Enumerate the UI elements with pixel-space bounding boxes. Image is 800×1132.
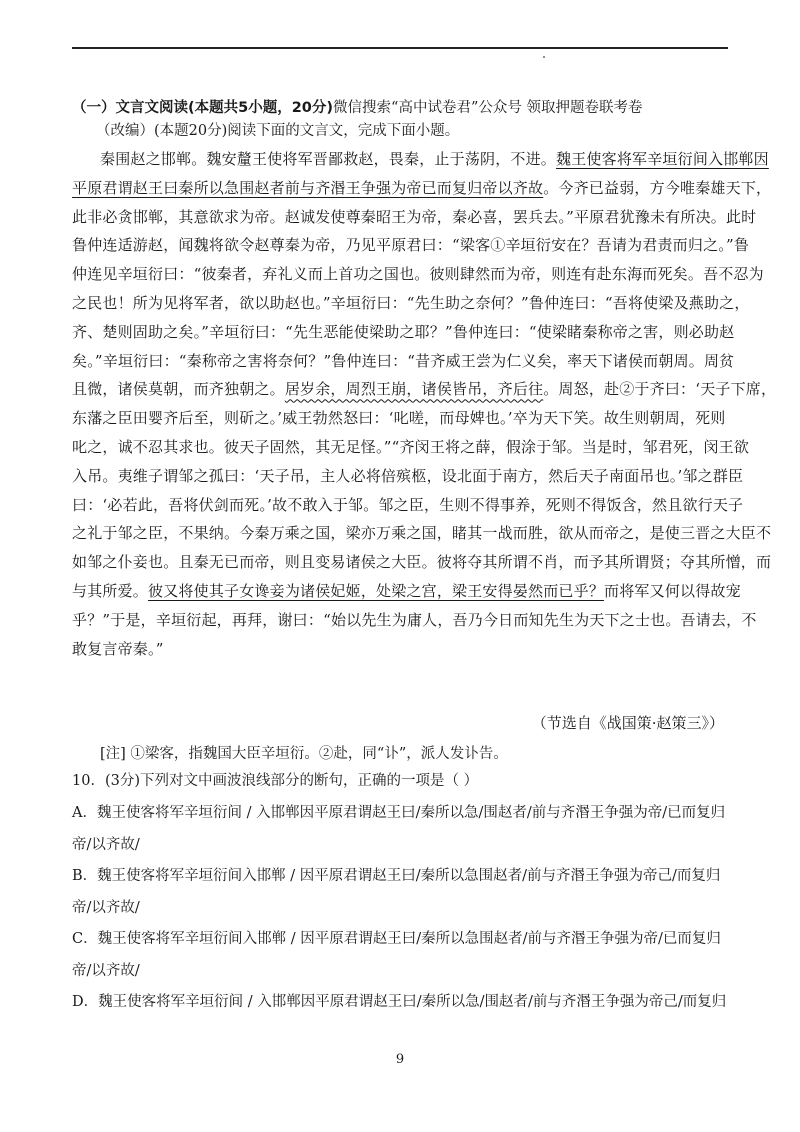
passage-line bbox=[72, 375, 777, 404]
passage-line bbox=[72, 260, 764, 289]
passage-text-segment: 乎？”于是，辛垣衍起，再拜，谢曰：“始以先生为庸人，吾乃今日而知先生为天下之士也。吾请去，不 bbox=[72, 610, 757, 629]
passage-line bbox=[72, 203, 757, 232]
passage-line bbox=[72, 404, 732, 433]
passage-text-segment: 。周怒，赴②于齐曰：‘天子下席， bbox=[543, 380, 777, 399]
passage-text-segment: 如邹之仆妾也。且秦无已而帝，则且变易诸侯之大臣。彼将夺其所谓不肖，而予其所谓贤；夺其所憎，而 bbox=[72, 553, 772, 572]
passage-line bbox=[72, 231, 750, 260]
underlined-text: 魏王使客将军辛垣衍间入邯郸因 bbox=[556, 150, 769, 168]
option-line: 帝/以齐故/ bbox=[72, 962, 140, 979]
passage-text-segment: 仲连见辛垣衍曰：“彼秦者，弃礼义而上首功之国也。彼则肆然而为帝，则连有赴东海而死矣。吾不忍为 bbox=[72, 265, 764, 284]
header-rule bbox=[72, 47, 728, 49]
option-line: C．魏王使客将军辛垣衍间入邯郸 / 因平原君谓赵王曰/秦所以急围赵者/前与齐湣王争强为帝/已而复归 bbox=[72, 931, 721, 947]
passage-line bbox=[72, 347, 735, 376]
passage-text-segment: 敢复言帝秦。” bbox=[72, 639, 164, 658]
passage-text-segment: 而将军又何以得故宠 bbox=[604, 581, 741, 600]
passage-text-segment: 与其所爱。 bbox=[72, 581, 149, 600]
passage-line bbox=[72, 462, 744, 491]
passage-text-segment: 矣。”辛垣衍曰：“秦称帝之害将奈何？”鲁仲连曰：“昔齐威王尝为仁义矣，率天下诸侯而朝周。周贫 bbox=[72, 351, 735, 370]
wavy-underlined-text: 居岁余，周烈王崩，诸侯皆吊，齐后往 bbox=[284, 380, 544, 399]
passage-line bbox=[72, 174, 772, 203]
ad-text: 微信搜索“高中试卷君”公众号 领取押题卷联考卷 bbox=[333, 100, 643, 116]
passage-text-segment: 。今齐已益弱，方今唯秦雄天下， bbox=[543, 178, 772, 197]
option-line: B．魏王使客将军辛垣衍间入邯郸 / 因平原君谓赵王曰/秦所以急围赵者/前与齐湣王争强为帝己/而复归 bbox=[72, 868, 721, 884]
passage-text-segment: 叱之，诚不忍其求也。彼天子固然，其无足怪。”“齐闵王将之薛，假涂于邹。当是时，邹君死，闵王欲 bbox=[72, 437, 750, 456]
passage-text-segment: 秦围赵之邯郸。魏安釐王使将军晋鄙救赵，畏秦，止于荡阴，不进。 bbox=[100, 150, 557, 168]
section-intro: （改编）(本题20分)阅读下面的文言文，完成下面小题。 bbox=[96, 123, 460, 139]
scan-speck bbox=[543, 56, 545, 58]
passage-text-segment: 之民也！所为见将军者，欲以助赵也。”辛垣衍曰：“先生助之奈何？”鲁仲连曰：“吾将使梁及燕助之， bbox=[72, 293, 750, 312]
passage-text-segment: 且微，诸侯莫朝，而齐独朝之。 bbox=[72, 380, 285, 399]
passage-line bbox=[72, 491, 744, 520]
passage-text-segment: 东藩之臣田婴齐后至，则斫之。’威王勃然怒曰：‘叱嗟，而母婢也。’卒为天下笑。故生则朝周，死则 bbox=[72, 409, 726, 428]
section-title: （一）文言文阅读(本题共5小题，20分) bbox=[72, 100, 334, 116]
passage-line bbox=[72, 289, 750, 318]
section-heading bbox=[72, 98, 732, 118]
passage-line bbox=[72, 606, 757, 635]
option-line: D．魏王使客将军辛垣衍间 / 入邯郸因平原君谓赵王曰/秦所以急/围赵者/前与齐湣王争强为帝己/而复归 bbox=[72, 994, 727, 1010]
passage-text-segment: 入吊。夷维子谓邹之孤曰：‘天子吊，主人必将倍殡柩，设北面于南方，然后天子南面吊也。’邹之群臣 bbox=[72, 466, 744, 485]
passage-line bbox=[72, 318, 735, 347]
underlined-text: 平原君谓赵王曰秦所以急围赵者前与齐湣王争强为帝已而复归帝以齐故 bbox=[72, 178, 544, 197]
passage-notes: [注] ①梁客，指魏国大臣辛垣衍。②赴，同“讣”，派人发讣告。 bbox=[100, 746, 508, 762]
passage-line bbox=[72, 548, 772, 577]
option-line: A．魏王使客将军辛垣衍间 / 入邯郸因平原君谓赵王曰/秦所以急/围赵者/前与齐湣王争强为帝/已而复归 bbox=[72, 805, 726, 821]
passage-line bbox=[72, 433, 750, 462]
question-stem: 10．(3分)下列对文中画波浪线部分的断句，正确的一项是（ ） bbox=[72, 773, 479, 789]
passage-text bbox=[72, 145, 777, 663]
passage-source: （节选自《战国策·赵策三》） bbox=[531, 714, 724, 732]
passage-line bbox=[72, 519, 772, 548]
passage-line bbox=[72, 145, 769, 174]
passage-text-segment: 之礼于邹之臣，不果纳。今秦万乘之国，梁亦万乘之国，睹其一战而胜，欲从而帝之，是使三晋之大臣不 bbox=[72, 524, 772, 543]
option-line: 帝/以齐故/ bbox=[72, 836, 140, 853]
page-number: 9 bbox=[395, 1052, 405, 1067]
passage-text-segment: 齐、楚则固助之矣。”辛垣衍曰：“先生恶能使梁助之耶？”鲁仲连曰：“使梁睹秦称帝之害，则必助赵 bbox=[72, 322, 735, 341]
passage-text-segment: 曰：‘必若此，吾将伏剑而死。’故不敢入于邹。邹之臣，生则不得事养，死则不得饭含，然且欲行天子 bbox=[72, 495, 744, 514]
question-options bbox=[72, 798, 732, 1019]
passage-text-segment: 此非必贪邯郸，其意欲求为帝。赵诚发使尊秦昭王为帝，秦必喜，罢兵去。”平原君犹豫未有所决。此时 bbox=[72, 207, 757, 226]
underlined-text: 彼又将使其子女谗妾为诸侯妃姬，处梁之宫，梁王安得晏然而已乎？ bbox=[148, 581, 605, 600]
passage-line bbox=[72, 635, 732, 664]
passage-text-segment: 鲁仲连适游赵，闻魏将欲令赵尊秦为帝，乃见平原君曰：“梁客①辛垣衍安在？吾请为君责而归之。”鲁 bbox=[72, 236, 750, 255]
option-line: 帝/以齐故/ bbox=[72, 899, 140, 916]
passage-line bbox=[72, 577, 741, 606]
